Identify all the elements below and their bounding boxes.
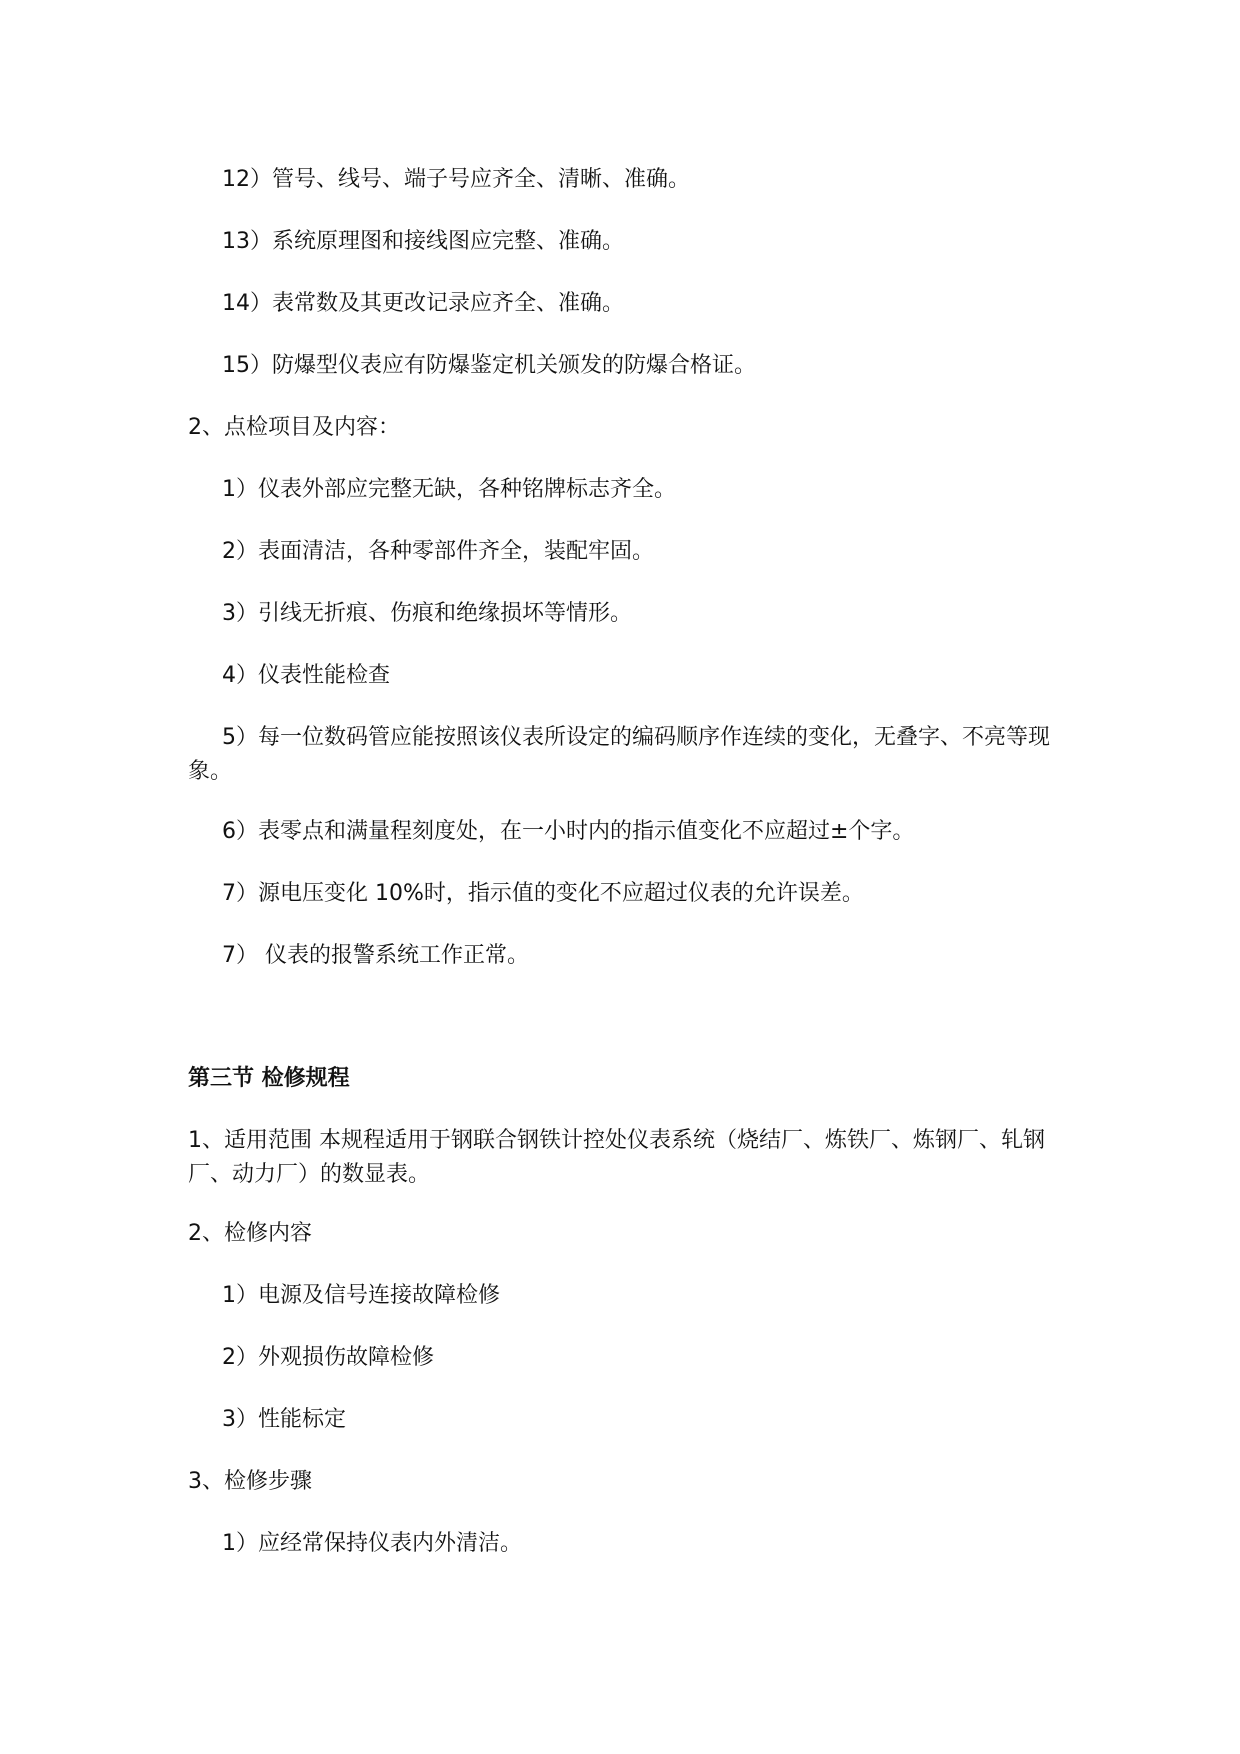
list-item: 13）系统原理图和接线图应完整、准确。 xyxy=(222,229,624,254)
section-title: 2、检修内容 xyxy=(188,1221,312,1246)
section-title: 3、检修步骤 xyxy=(188,1469,312,1494)
scope-paragraph: 1、适用范围 本规程适用于钢联合钢铁计控处仪表系统（烧结厂、炼铁厂、炼钢厂、轧钢厂、动力厂）的数显表。 xyxy=(188,1128,1045,1187)
list-item: 1）电源及信号连接故障检修 xyxy=(222,1283,500,1308)
list-item: 5）每一位数码管应能按照该仪表所设定的编码顺序作连续的变化，无叠字、不亮等现象。 xyxy=(188,725,1050,784)
section-heading: 第三节 检修规程 xyxy=(188,1066,350,1091)
list-item: 3）引线无折痕、伤痕和绝缘损坏等情形。 xyxy=(222,601,632,626)
list-item: 6）表零点和满量程刻度处，在一小时内的指示值变化不应超过±个字。 xyxy=(222,819,915,844)
list-item: 2）外观损伤故障检修 xyxy=(222,1345,434,1370)
list-item: 7）源电压变化 10%时，指示值的变化不应超过仪表的允许误差。 xyxy=(222,881,864,906)
list-item: 1）仪表外部应完整无缺，各种铭牌标志齐全。 xyxy=(222,477,676,502)
section-title: 2、点检项目及内容： xyxy=(188,415,400,440)
list-item: 1）应经常保持仪表内外清洁。 xyxy=(222,1531,522,1556)
list-item: 12）管号、线号、端子号应齐全、清晰、准确。 xyxy=(222,167,690,192)
list-item: 7） 仪表的报警系统工作正常。 xyxy=(222,943,529,968)
list-item: 15）防爆型仪表应有防爆鉴定机关颁发的防爆合格证。 xyxy=(222,353,756,378)
list-item: 4）仪表性能检查 xyxy=(222,663,390,688)
list-item: 2）表面清洁，各种零部件齐全，装配牢固。 xyxy=(222,539,654,564)
list-item: 3）性能标定 xyxy=(222,1407,346,1432)
list-item: 14）表常数及其更改记录应齐全、准确。 xyxy=(222,291,624,316)
